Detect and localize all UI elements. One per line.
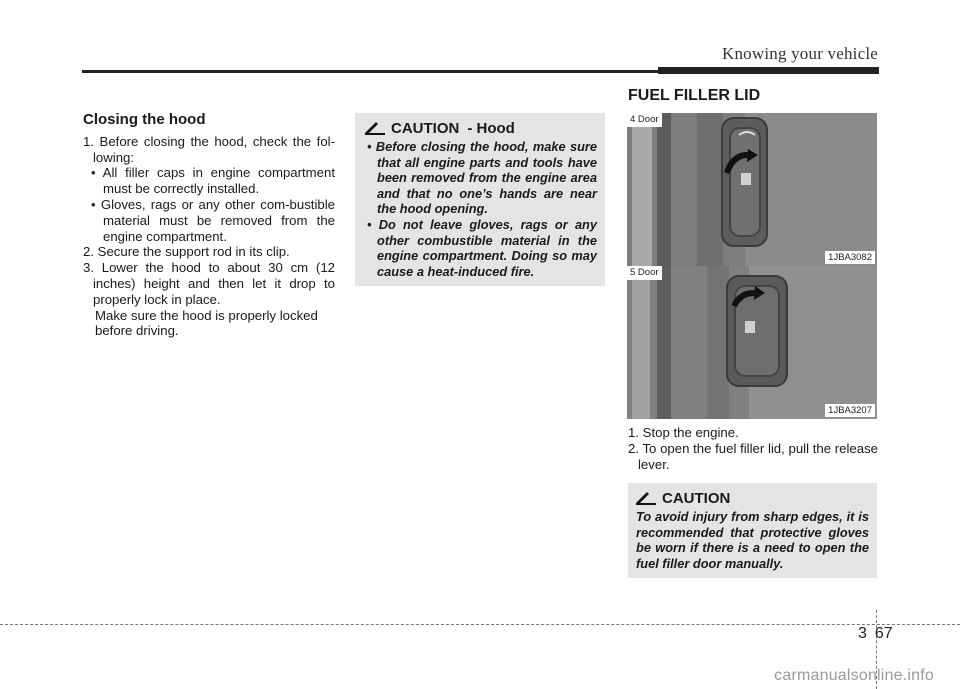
caution-bullet: • Do not leave gloves, rags or any other combustible material in the engine compartment. Doing so may cause a heat-induced fire. <box>367 216 597 279</box>
caution-header <box>355 113 605 137</box>
warning-pencil-icon <box>636 492 656 505</box>
caution-body <box>628 507 877 571</box>
caution-subject: - Hood <box>467 120 515 137</box>
fuel-lever-icon <box>627 266 877 419</box>
caution-box-fuel <box>628 483 877 578</box>
caution-body <box>355 137 605 279</box>
header-rule-accent <box>658 67 879 74</box>
caution-label: CAUTION <box>662 490 731 507</box>
caution-bullet: • Before closing the hood, make sure that all engine parts and tools have been removed from the engine area and that no one’s hands are near the hood opening. <box>367 139 597 217</box>
page-header-title: Knowing your vehicle <box>721 44 878 63</box>
fuel-lever-icon <box>627 113 877 266</box>
bullet-gloves-rags: • Gloves, rags or any other com-bustible material must be removed from the engine compartment. <box>91 196 335 244</box>
photo-4-door <box>627 113 877 266</box>
photo-code: 1JBA3082 <box>825 251 875 264</box>
photo-code: 1JBA3207 <box>825 404 875 417</box>
caution-text: To avoid injury from sharp edges, it is recommended that protective gloves be worn if there is a need to open the fuel filler door manually. <box>636 509 869 571</box>
step-2: 2. Secure the support rod in its clip. <box>83 244 290 260</box>
photo-tag: 4 Door <box>627 113 662 127</box>
step-1: 1. Stop the engine. <box>628 425 739 440</box>
closing-hood-section <box>83 112 335 339</box>
caution-box-hood <box>355 113 605 286</box>
page-number-value: 67 <box>874 625 893 642</box>
warning-pencil-icon <box>365 122 385 135</box>
step-3: 3. Lower the hood to about 30 cm (12 inches) height and then let it drop to properly lock in place. <box>83 260 335 307</box>
fuel-lid-heading: FUEL FILLER LID <box>628 87 761 104</box>
watermark: carmanualsonline.info <box>774 667 934 684</box>
photo-tag: 5 Door <box>627 266 662 280</box>
photo-5-door <box>627 266 877 419</box>
bullet-filler-caps: • All filler caps in engine compartment must be correctly installed. <box>91 165 335 197</box>
step-2: 2. To open the fuel filler lid, pull the release lever. <box>628 440 878 472</box>
chapter-number: 3 <box>858 625 867 642</box>
section-heading: Closing the hood <box>83 111 206 128</box>
step-1: 1. Before closing the hood, check the fol-lowing: <box>83 133 335 165</box>
caution-label: CAUTION <box>391 120 460 137</box>
lock-note: Make sure the hood is properly locked before driving. <box>95 307 318 339</box>
caution-header <box>628 483 877 507</box>
footer-rule <box>0 624 960 626</box>
fuel-steps <box>628 425 878 472</box>
page-number <box>858 625 893 643</box>
